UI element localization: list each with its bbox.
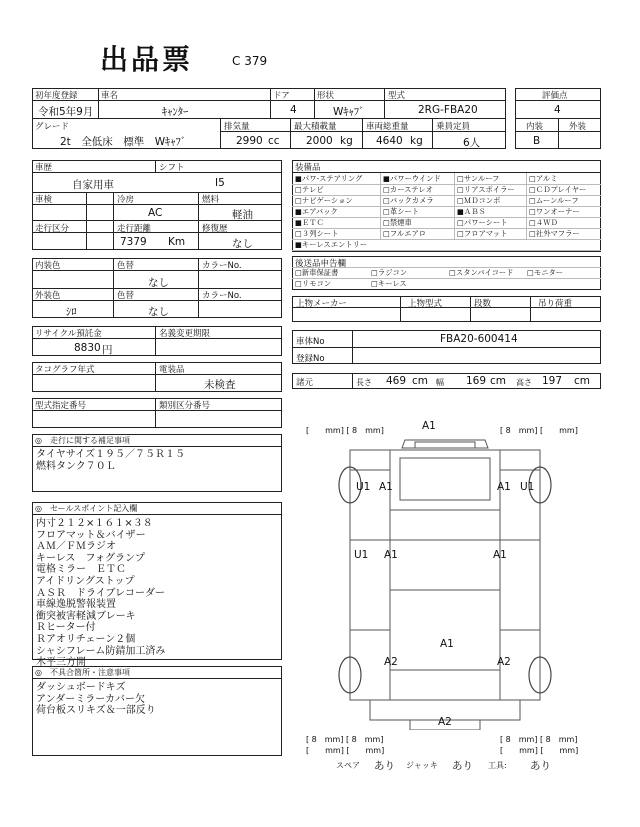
equipment-item: □３列シート: [295, 228, 339, 238]
history-label: 車歴: [35, 163, 53, 173]
tire-rear-right-2: [ mm] [ mm]: [500, 746, 579, 755]
capacity-label: 乗員定員: [436, 122, 471, 132]
tire-rear-right: [ 8 mm] [ 8 mm]: [500, 735, 578, 744]
inspection-label: 車検: [35, 195, 53, 205]
upper-type-label: 上物型式: [408, 299, 443, 309]
mark-a2-rear: A2: [438, 716, 452, 728]
docs-grid: [292, 267, 601, 290]
ext-shade-value: なし: [148, 306, 169, 318]
equipment-item: ■エアバック: [295, 206, 338, 216]
type-designation-label: 型式指定番号: [35, 401, 87, 411]
width-value: 169: [466, 375, 487, 387]
displacement-label: 排気量: [224, 122, 250, 132]
body-no-label: 車体No: [296, 337, 325, 347]
length-value: 469: [386, 375, 407, 387]
tire-rear-left-2: [ mm] [ mm]: [306, 746, 385, 755]
sales-points-text: 内寸２１２×１６１×３８ フロアマット＆バイザー ＡＭ／ＦＭラジオ キーレス フォグランプ 電格ミラー ＥＴＣ アイドリングストップ ＡＳＲ ドライブレコーダー 車線逸脱警報装置 衝突被害軽減ブレーキ Ｒヒーター付 Ｒアオリチェーン２個 シャシフレーム防錆加工済み 木平三方開: [36, 518, 166, 669]
mark-a1-bed: A1: [440, 638, 454, 650]
int-color-label: 内装色: [35, 261, 61, 271]
mark-a1-left: A1: [379, 481, 393, 493]
meter-label: 電装品: [159, 365, 185, 375]
fuel-value: 軽油: [232, 209, 253, 221]
equipment-item: □アルミ: [529, 173, 558, 183]
docs-item: □ラジコン: [371, 268, 408, 277]
sales-points-title: ◎ セールスポイント記入欄: [35, 504, 138, 513]
tacho-year-label: タコグラフ年式: [35, 365, 95, 375]
mark-a1-front: A1: [422, 420, 436, 432]
ext-colorno-label: カラーNo.: [202, 291, 242, 301]
reg-no-label: 登録No: [296, 354, 325, 364]
model-value: 2RG-FBA20: [418, 104, 478, 116]
exterior-label: 外装: [569, 122, 587, 132]
spec-label: 諸元: [296, 378, 314, 388]
gross-weight-unit: kg: [410, 135, 423, 147]
hang-load-label: 吊り荷重: [538, 299, 573, 309]
mark-a1-side-left: A1: [384, 549, 398, 561]
sheet-title: 出品票: [100, 43, 194, 76]
score-value: 4: [554, 104, 561, 116]
gross-weight-label: 車両総重量: [366, 122, 409, 132]
car-name-value: ｷｬﾝﾀｰ: [162, 106, 189, 118]
steps-label: 段数: [474, 299, 492, 309]
history-value: 自家用車: [72, 179, 114, 191]
door-value: 4: [290, 104, 297, 116]
category-number-label: 類別区分番号: [159, 401, 211, 411]
equipment-item: □社外マフラー: [529, 228, 580, 238]
door-label: ドア: [273, 91, 290, 101]
mileage-label: 走行距離: [117, 224, 152, 234]
car-name-label: 車名: [101, 91, 119, 101]
equipment-item: □禁煙車: [383, 217, 412, 227]
height-value: 197: [542, 375, 563, 387]
grade-value: 2t 全低床 標準 Wｷｬﾌﾞ: [60, 136, 187, 148]
equipment-item: □フルエアロ: [383, 228, 427, 238]
mark-a1-right: A1: [497, 481, 511, 493]
capacity-value: 6人: [463, 137, 481, 149]
recycle-fee-value: 8830: [74, 342, 101, 354]
correction-text: タイヤサイズ１９５／７５Ｒ１５ 燃料タンク７０Ｌ: [36, 449, 185, 472]
mark-a1-side-right: A1: [493, 549, 507, 561]
equipment-item: □バックカメラ: [383, 195, 434, 205]
tools-value: あり: [530, 760, 551, 772]
interior-score: B: [533, 135, 541, 147]
tools-label: 工具:: [488, 761, 507, 770]
spare-value: あり: [374, 760, 395, 772]
repair-label: 修復歴: [202, 224, 228, 234]
int-shade-label: 色替: [117, 261, 135, 271]
first-reg-label: 初年度登録: [35, 91, 78, 101]
recycle-fee-unit: 円: [102, 344, 113, 356]
equipment-item: ■ＡＢＳ: [457, 206, 486, 216]
gross-weight-value: 4640: [376, 135, 403, 147]
equipment-item: □サンルーフ: [457, 173, 500, 183]
defects-text: ダッシュボードキズ アンダーミラーカバー欠 荷台板スリキズ＆一部反り: [36, 682, 156, 717]
equipment-item: □パワーシート: [457, 217, 508, 227]
mileage-value: 7379: [120, 236, 147, 248]
equipment-grid: [292, 173, 601, 252]
mark-a2-left: A2: [384, 656, 398, 668]
model-label: 型式: [388, 91, 406, 101]
equipment-item: □４ＷＤ: [529, 217, 558, 227]
mileage-unit: Km: [168, 236, 186, 248]
equipment-item: □革シート: [383, 206, 420, 216]
equipment-title: 装備品: [295, 163, 321, 173]
cooling-label: 冷房: [117, 195, 135, 205]
int-shade-value: なし: [148, 277, 169, 289]
max-load-value: 2000: [306, 135, 333, 147]
shift-value: I5: [215, 177, 225, 189]
shift-label: シフト: [159, 163, 185, 173]
docs-title: 後送品申告欄: [295, 259, 347, 269]
meter-value: 未検査: [204, 379, 236, 391]
equipment-item: □リアスポイラー: [457, 184, 515, 194]
jack-value: あり: [452, 760, 473, 772]
first-reg-value: 令和5年9月: [38, 106, 94, 118]
cooling-value: AC: [148, 207, 163, 219]
name-change-label: 名義変更期限: [159, 329, 211, 339]
ext-color-label: 外装色: [35, 291, 61, 301]
docs-item: □キーレス: [371, 279, 407, 288]
equipment-item: □ＣＤプレイヤー: [529, 184, 587, 194]
displacement-unit: cc: [268, 135, 280, 147]
fuel-label: 燃料: [202, 195, 220, 205]
tire-front-left: [ mm] [ 8 mm]: [306, 426, 384, 435]
length-unit: cm: [412, 375, 429, 387]
docs-item: □新車保証書: [295, 268, 339, 277]
lot-number: C 379: [232, 54, 268, 68]
shape-value: Wｷｬﾌﾞ: [333, 106, 365, 118]
equipment-item: □テレビ: [295, 184, 324, 194]
max-load-label: 最大積載量: [294, 122, 337, 132]
recycle-fee-label: リサイクル預託金: [35, 329, 102, 339]
tire-rear-left: [ 8 mm] [ 8 mm]: [306, 735, 384, 744]
ext-color-value: ｼﾛ: [66, 306, 77, 318]
upper-maker-label: 上物メーカー: [296, 299, 347, 309]
equipment-item: □ワンオーナー: [529, 206, 580, 216]
spare-label: スペア: [336, 761, 360, 770]
length-label: 長さ: [356, 378, 372, 387]
equipment-item: ■パワ-ステアリング: [295, 173, 363, 183]
tire-front-right: [ 8 mm] [ mm]: [500, 426, 578, 435]
equipment-item: ■キーレスエントリー: [295, 239, 368, 249]
interior-label: 内装: [526, 122, 544, 132]
width-unit: cm: [490, 375, 507, 387]
body-no-value: FBA20-600414: [440, 333, 518, 345]
defects-title: ◎ 不具合箇所・注意事項: [35, 668, 130, 677]
equipment-item: □ナビゲーション: [295, 195, 353, 205]
docs-item: □リモコン: [295, 279, 332, 288]
grade-label: グレード: [35, 122, 70, 132]
correction-title: ◎ 走行に関する補足事項: [35, 436, 130, 445]
vehicle-diagram: [330, 430, 560, 730]
mark-u1-left: U1: [356, 481, 371, 493]
equipment-item: □カーステレオ: [383, 184, 434, 194]
docs-item: □スタンバイコード: [449, 268, 514, 277]
jack-label: ジャッキ: [406, 761, 438, 770]
width-label: 幅: [436, 378, 444, 387]
int-colorno-label: カラーNo.: [202, 261, 242, 271]
mileage-class-label: 走行区分: [35, 224, 70, 234]
docs-item: □モニター: [527, 268, 564, 277]
mark-u1-side: U1: [354, 549, 369, 561]
equipment-item: □ムーンルーフ: [529, 195, 579, 205]
repair-value: なし: [232, 238, 253, 250]
shape-label: 形状: [317, 91, 335, 101]
equipment-item: □フロアマット: [457, 228, 508, 238]
ext-shade-label: 色替: [117, 291, 135, 301]
mark-u1-right: U1: [520, 481, 535, 493]
mark-a2-right: A2: [497, 656, 511, 668]
height-unit: cm: [574, 375, 591, 387]
equipment-item: ■ＥＴＣ: [295, 217, 324, 227]
score-label: 評価点: [542, 91, 568, 101]
equipment-item: ■パワーウインド: [383, 173, 441, 183]
max-load-unit: kg: [340, 135, 353, 147]
height-label: 高さ: [516, 378, 532, 387]
displacement-value: 2990: [236, 135, 263, 147]
equipment-item: □ＭＤコンポ: [457, 195, 501, 205]
